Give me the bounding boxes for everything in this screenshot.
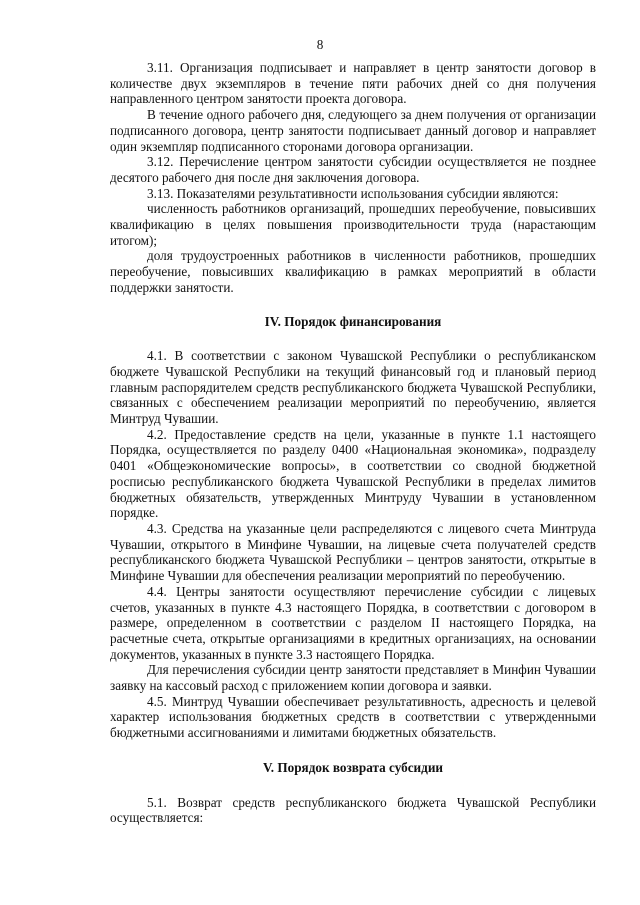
paragraph-4-3: 4.3. Средства на указанные цели распределяются с лицевого счета Минтруда Чувашии, открытого в Минфине Чувашии, на лицевые счета получателей средств республиканского бюджета Чувашской Республики – центров занятости, открытые в Минфине Чувашии для обеспечения реализации мероприятий по переобучению.	[110, 520, 596, 584]
document-body	[110, 60, 596, 826]
page-number: 8	[316, 37, 324, 52]
paragraph-3-12: 3.12. Перечисление центром занятости субсидии осуществляется не позднее десятого рабочего дня после дня заключения договора.	[110, 154, 596, 185]
paragraph-3-13-indicator-2: доля трудоустроенных работников в численности работников, прошедших переобучение, повысивших квалификацию в рамках мероприятий в области поддержки занятости.	[110, 248, 596, 295]
paragraph-4-2: 4.2. Предоставление средств на цели, указанные в пункте 1.1 настоящего Порядка, осуществляется по разделу 0400 «Национальная экономика», подразделу 0401 «Общеэкономические вопросы», в соответствии со сводной бюджетной росписью республиканского бюджета Чувашской Республики в пределах лимитов бюджетных обязательств, утвержденных Минтруду Чувашии в установленном порядке.	[110, 426, 596, 521]
paragraph-3-13: 3.13. Показателями результативности использования субсидии являются:	[147, 185, 559, 201]
paragraph-3-13-indicator-1: численность работников организаций, прошедших переобучение, повысивших квалификацию в целях повышения производительности труда (нарастающим итогом);	[110, 201, 596, 248]
paragraph-3-11: 3.11. Организация подписывает и направляет в центр занятости договор в количестве двух экземпляров в течение пяти рабочих дней со дня получения направленного центром занятости проекта договора.	[110, 60, 596, 107]
paragraph-5-1: 5.1. Возврат средств республиканского бюджета Чувашской Республики осуществляется:	[110, 794, 596, 826]
paragraph-4-4: 4.4. Центры занятости осуществляют перечисление субсидии с лицевых счетов, указанных в пункте 4.3 настоящего Порядка, в соответствии с договором в размере, определенном в соответствии с разделом II настоящего Порядка, на расчетные счета, открытые организациями в кредитных организациях, на основании документов, указанных в пункте 3.3 настоящего Порядка.	[110, 583, 596, 662]
section-4-heading: IV. Порядок финансирования	[264, 313, 442, 329]
paragraph-4-4-continued: Для перечисления субсидии центр занятости представляет в Минфин Чувашии заявку на кассовый расход с приложением копии договора и заявки.	[110, 662, 596, 694]
section-5-heading: V. Порядок возврата субсидии	[262, 759, 444, 775]
paragraph-4-5: 4.5. Минтруд Чувашии обеспечивает результативность, адресность и целевой характер использования бюджетных средств в соответствии с утвержденными бюджетными ассигнованиями и лимитами бюджетных обязательств.	[110, 693, 596, 741]
paragraph-4-1: 4.1. В соответствии с законом Чувашской Республики о республиканском бюджете Чувашской Республики на текущий финансовый год и плановый период главным распорядителем средств республиканского бюджета Чувашской Республики, связанных с обеспечением реализации мероприятий по переобучению, является Минтруд Чувашии.	[110, 348, 596, 427]
paragraph-3-11-continued: В течение одного рабочего дня, следующего за днем получения от организации подписанного договора, центр занятости подписывает данный договор и направляет один экземпляр подписанного сторонами договора организации.	[110, 107, 596, 154]
